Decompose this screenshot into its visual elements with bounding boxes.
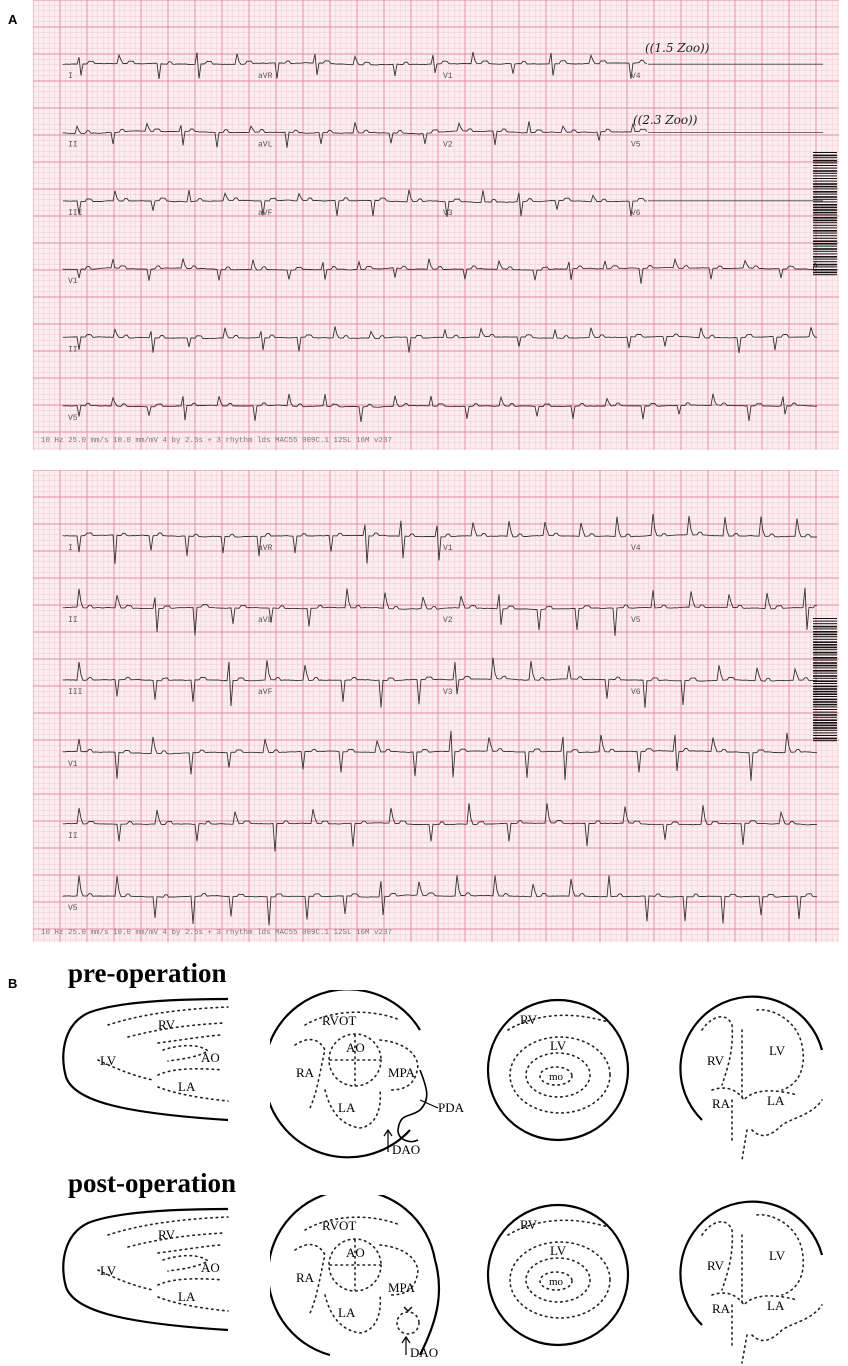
pre-4c-rv-label: RV: [707, 1053, 725, 1068]
panel-label-b: B: [8, 976, 18, 991]
post-long-axis-view: [58, 1205, 233, 1335]
ecg-trace-row: [63, 190, 647, 217]
lead-label: II: [68, 616, 78, 625]
post-mitral-view: [478, 1195, 638, 1355]
barcode-bar: [813, 217, 837, 219]
pre-great-vessels-view: [270, 990, 475, 1170]
barcode-bar: [813, 644, 837, 646]
lead-label: III: [68, 208, 83, 218]
barcode-bar: [813, 222, 837, 223]
barcode-bar: [813, 634, 837, 636]
barcode-bar: [813, 160, 837, 162]
barcode-bar: [813, 178, 837, 179]
post-mv-lv-label: LV: [550, 1243, 567, 1258]
barcode-bar: [813, 261, 837, 262]
post-4c-la-label: LA: [767, 1298, 785, 1313]
barcode-bar: [813, 259, 837, 260]
post-4c-rv-label: RV: [707, 1258, 725, 1273]
barcode-bar: [813, 188, 837, 189]
barcode-bar: [813, 155, 837, 157]
barcode-bar: [813, 712, 837, 713]
barcode-bar: [813, 667, 837, 668]
barcode-bar: [813, 186, 837, 188]
ecg-grid-pre: [33, 0, 839, 450]
ecg-trace-row: [63, 588, 817, 636]
barcode-bar: [813, 701, 837, 703]
barcode-bar: [813, 647, 837, 649]
barcode-bar: [813, 652, 837, 654]
pre-mv-mo-label: mo: [549, 1071, 564, 1083]
barcode-bar: [813, 168, 837, 169]
barcode-bar: [813, 665, 837, 667]
post-gv-dao-label: DAO: [410, 1345, 439, 1360]
barcode-bar: [813, 732, 837, 733]
post-mv-mo-label: mo: [549, 1276, 564, 1288]
barcode-bar: [813, 199, 837, 200]
barcode-bar: [813, 233, 837, 234]
lead-label: V1: [68, 277, 78, 287]
barcode-bar: [813, 181, 837, 182]
handwritten-note-2: ((2.3 Zoo)): [633, 113, 698, 127]
barcode-bar: [813, 618, 837, 619]
pre-mv-lv-label: LV: [550, 1038, 567, 1053]
barcode-bar: [813, 207, 837, 209]
barcode-bar: [813, 683, 837, 684]
barcode-bar: [813, 709, 837, 710]
pre-gv-rvot-label: RVOT: [322, 1013, 357, 1028]
ecg-trace-row: [63, 52, 647, 82]
post-mv-rv-label: RV: [520, 1217, 538, 1232]
pre-long-lv-label: LV: [100, 1053, 117, 1068]
barcode-bar: [813, 688, 837, 690]
panel-label-a: A: [8, 12, 18, 27]
pre-mitral-view: [478, 990, 638, 1150]
barcode-bar: [813, 183, 837, 185]
barcode-bar: [813, 691, 837, 693]
ecg-trace-row: [63, 731, 817, 781]
lead-label: V5: [68, 904, 78, 913]
barcode-bar: [813, 274, 837, 275]
pre-gv-ao-label: AO: [346, 1040, 365, 1055]
lead-label: I: [68, 72, 73, 82]
lead-label: V5: [68, 413, 78, 423]
barcode-bar: [813, 730, 837, 731]
ecg-grid-post: [33, 470, 839, 942]
post-long-rv-label: RV: [158, 1227, 176, 1242]
ecg-trace-row: [63, 259, 817, 287]
barcode-bar: [813, 230, 837, 232]
post-long-la-label: LA: [178, 1289, 196, 1304]
barcode-bar: [813, 264, 837, 266]
barcode-bar: [813, 706, 837, 707]
barcode-bar: [813, 253, 837, 254]
pre-long-axis-view: [58, 995, 233, 1125]
barcode-bar: [813, 626, 837, 628]
lead-label: III: [68, 688, 83, 697]
lead-label: aVL: [258, 616, 273, 625]
barcode-bar: [813, 246, 837, 247]
barcode-bar: [813, 719, 837, 721]
ecg-trace-row: [63, 121, 647, 147]
ecg-trace-row: [63, 394, 817, 422]
barcode-bar: [813, 735, 837, 736]
post-gv-ra-label: RA: [296, 1270, 315, 1285]
barcode-bar: [813, 680, 837, 682]
barcode-bar: [813, 636, 837, 637]
barcode-bar: [813, 704, 837, 706]
barcode-bar: [813, 251, 837, 252]
barcode-bar: [813, 212, 837, 214]
barcode-bar: [813, 157, 837, 158]
pre-gv-ra-label: RA: [296, 1065, 315, 1080]
barcode-bar: [813, 675, 837, 677]
barcode-bar: [813, 725, 837, 727]
barcode-bar: [813, 657, 837, 659]
lead-label: aVR: [258, 544, 273, 553]
barcode-bar: [813, 673, 837, 674]
barcode-bar: [813, 654, 837, 655]
barcode-bar: [813, 194, 837, 195]
lead-label: V1: [443, 72, 453, 82]
post-long-ao-label: AO: [201, 1260, 220, 1275]
ecg-post-operation: [33, 470, 839, 942]
barcode-bar: [813, 225, 837, 226]
barcode-bar: [813, 196, 837, 198]
pre-four-chamber-view: [672, 990, 837, 1165]
barcode-bar: [813, 256, 837, 258]
post-4c-ra-label: RA: [712, 1301, 731, 1316]
pre-gv-la-label: LA: [338, 1100, 356, 1115]
post-gv-mpa-label: MPA: [388, 1280, 415, 1295]
post-gv-ao-label: AO: [346, 1245, 365, 1260]
pre-long-la-label: LA: [178, 1079, 196, 1094]
barcode-bar: [813, 165, 837, 166]
barcode-bar: [813, 248, 837, 250]
barcode-bar: [813, 621, 837, 622]
lead-label: V3: [443, 208, 453, 218]
lead-label: II: [68, 832, 78, 841]
barcode-bar: [813, 243, 837, 245]
barcode-bar: [813, 266, 837, 267]
lead-label: aVL: [258, 140, 273, 150]
lead-label: I: [68, 544, 73, 553]
barcode-bar: [813, 214, 837, 215]
barcode-bar: [813, 727, 837, 729]
lead-label: V2: [443, 616, 453, 625]
post-gv-rvot-label: RVOT: [322, 1218, 357, 1233]
barcode-bar: [813, 240, 837, 242]
post-great-vessels-view: [270, 1195, 475, 1365]
lead-label: aVF: [258, 688, 273, 697]
lead-label: V2: [443, 140, 453, 150]
barcode-bar: [813, 631, 837, 633]
barcode-bar: [813, 175, 837, 176]
barcode-bar: [813, 227, 837, 228]
barcode-bar: [813, 717, 837, 718]
post-long-lv-label: LV: [100, 1263, 117, 1278]
pre-4c-ra-label: RA: [712, 1096, 731, 1111]
barcode-bar: [813, 639, 837, 640]
barcode-bar: [813, 220, 837, 222]
barcode-bar: [813, 235, 837, 236]
lead-label: V6: [631, 688, 641, 697]
barcode-bar: [813, 670, 837, 672]
barcode-bar: [813, 209, 837, 211]
pre-gv-dao-label: DAO: [392, 1142, 421, 1157]
lead-label: V4: [631, 72, 641, 82]
barcode-bar: [813, 628, 837, 629]
ecg-footer: 10 Hz 25.0 mm/s 10.0 mm/mV 4 by 2.5s + 3 rhythm lds MAC55 009C.1 12SL 16M v237: [41, 437, 393, 445]
post-four-chamber-view: [672, 1195, 837, 1365]
lead-label: V1: [68, 760, 78, 769]
barcode-bar: [813, 693, 837, 695]
lead-label: V4: [631, 544, 641, 553]
barcode-bar: [813, 740, 837, 741]
pre-long-rv-label: RV: [158, 1017, 176, 1032]
ecg-trace-row: [63, 658, 817, 708]
lead-label: aVF: [258, 208, 273, 218]
barcode-bar: [813, 738, 837, 740]
barcode-bar: [813, 269, 837, 271]
lead-label: V5: [631, 140, 641, 150]
barcode-bar: [813, 699, 837, 701]
barcode-bar: [813, 201, 837, 202]
ecg-pre-operation: [33, 0, 839, 450]
barcode-bar: [813, 623, 837, 624]
ecg-trace-row: [63, 327, 817, 354]
barcode-bar: [813, 678, 837, 679]
barcode-bar: [813, 162, 837, 163]
barcode-bar: [813, 238, 837, 239]
barcode-bar: [813, 641, 837, 643]
barcode-bar: [813, 662, 837, 664]
pre-gv-pda-label: PDA: [438, 1100, 465, 1115]
barcode-bar: [813, 204, 837, 206]
pre-4c-la-label: LA: [767, 1093, 785, 1108]
pre-mv-rv-label: RV: [520, 1012, 538, 1027]
barcode-bar: [813, 173, 837, 174]
lead-label: V3: [443, 688, 453, 697]
barcode-bar: [813, 191, 837, 193]
barcode-bar: [813, 152, 837, 153]
lead-label: V1: [443, 544, 453, 553]
handwritten-note-1: ((1.5 Zoo)): [645, 41, 710, 55]
post-operation-title: post-operation: [68, 1168, 236, 1198]
barcode-bar: [813, 714, 837, 716]
barcode-bar: [813, 649, 837, 650]
barcode-bar: [813, 686, 837, 688]
lead-label: aVR: [258, 72, 273, 82]
pre-operation-title: pre-operation: [68, 958, 227, 988]
barcode-bar: [813, 660, 837, 661]
barcode-bar: [813, 272, 837, 274]
pre-long-ao-label: AO: [201, 1050, 220, 1065]
lead-label: II: [68, 345, 78, 355]
post-4c-lv-label: LV: [769, 1248, 786, 1263]
lead-label: II: [68, 140, 78, 150]
barcode-bar: [813, 696, 837, 697]
post-gv-la-label: LA: [338, 1305, 356, 1320]
lead-label: V5: [631, 616, 641, 625]
lead-label: V6: [631, 208, 641, 218]
ecg-trace-row: [63, 803, 817, 851]
pre-4c-lv-label: LV: [769, 1043, 786, 1058]
barcode-bar: [813, 722, 837, 724]
ecg-trace-row: [63, 875, 817, 925]
ecg-footer: 10 Hz 25.0 mm/s 10.0 mm/mV 4 by 2.5s + 3 rhythm lds MAC55 009C.1 12SL 16M v237: [41, 929, 393, 937]
pre-gv-mpa-label: MPA: [388, 1065, 415, 1080]
barcode-bar: [813, 170, 837, 172]
